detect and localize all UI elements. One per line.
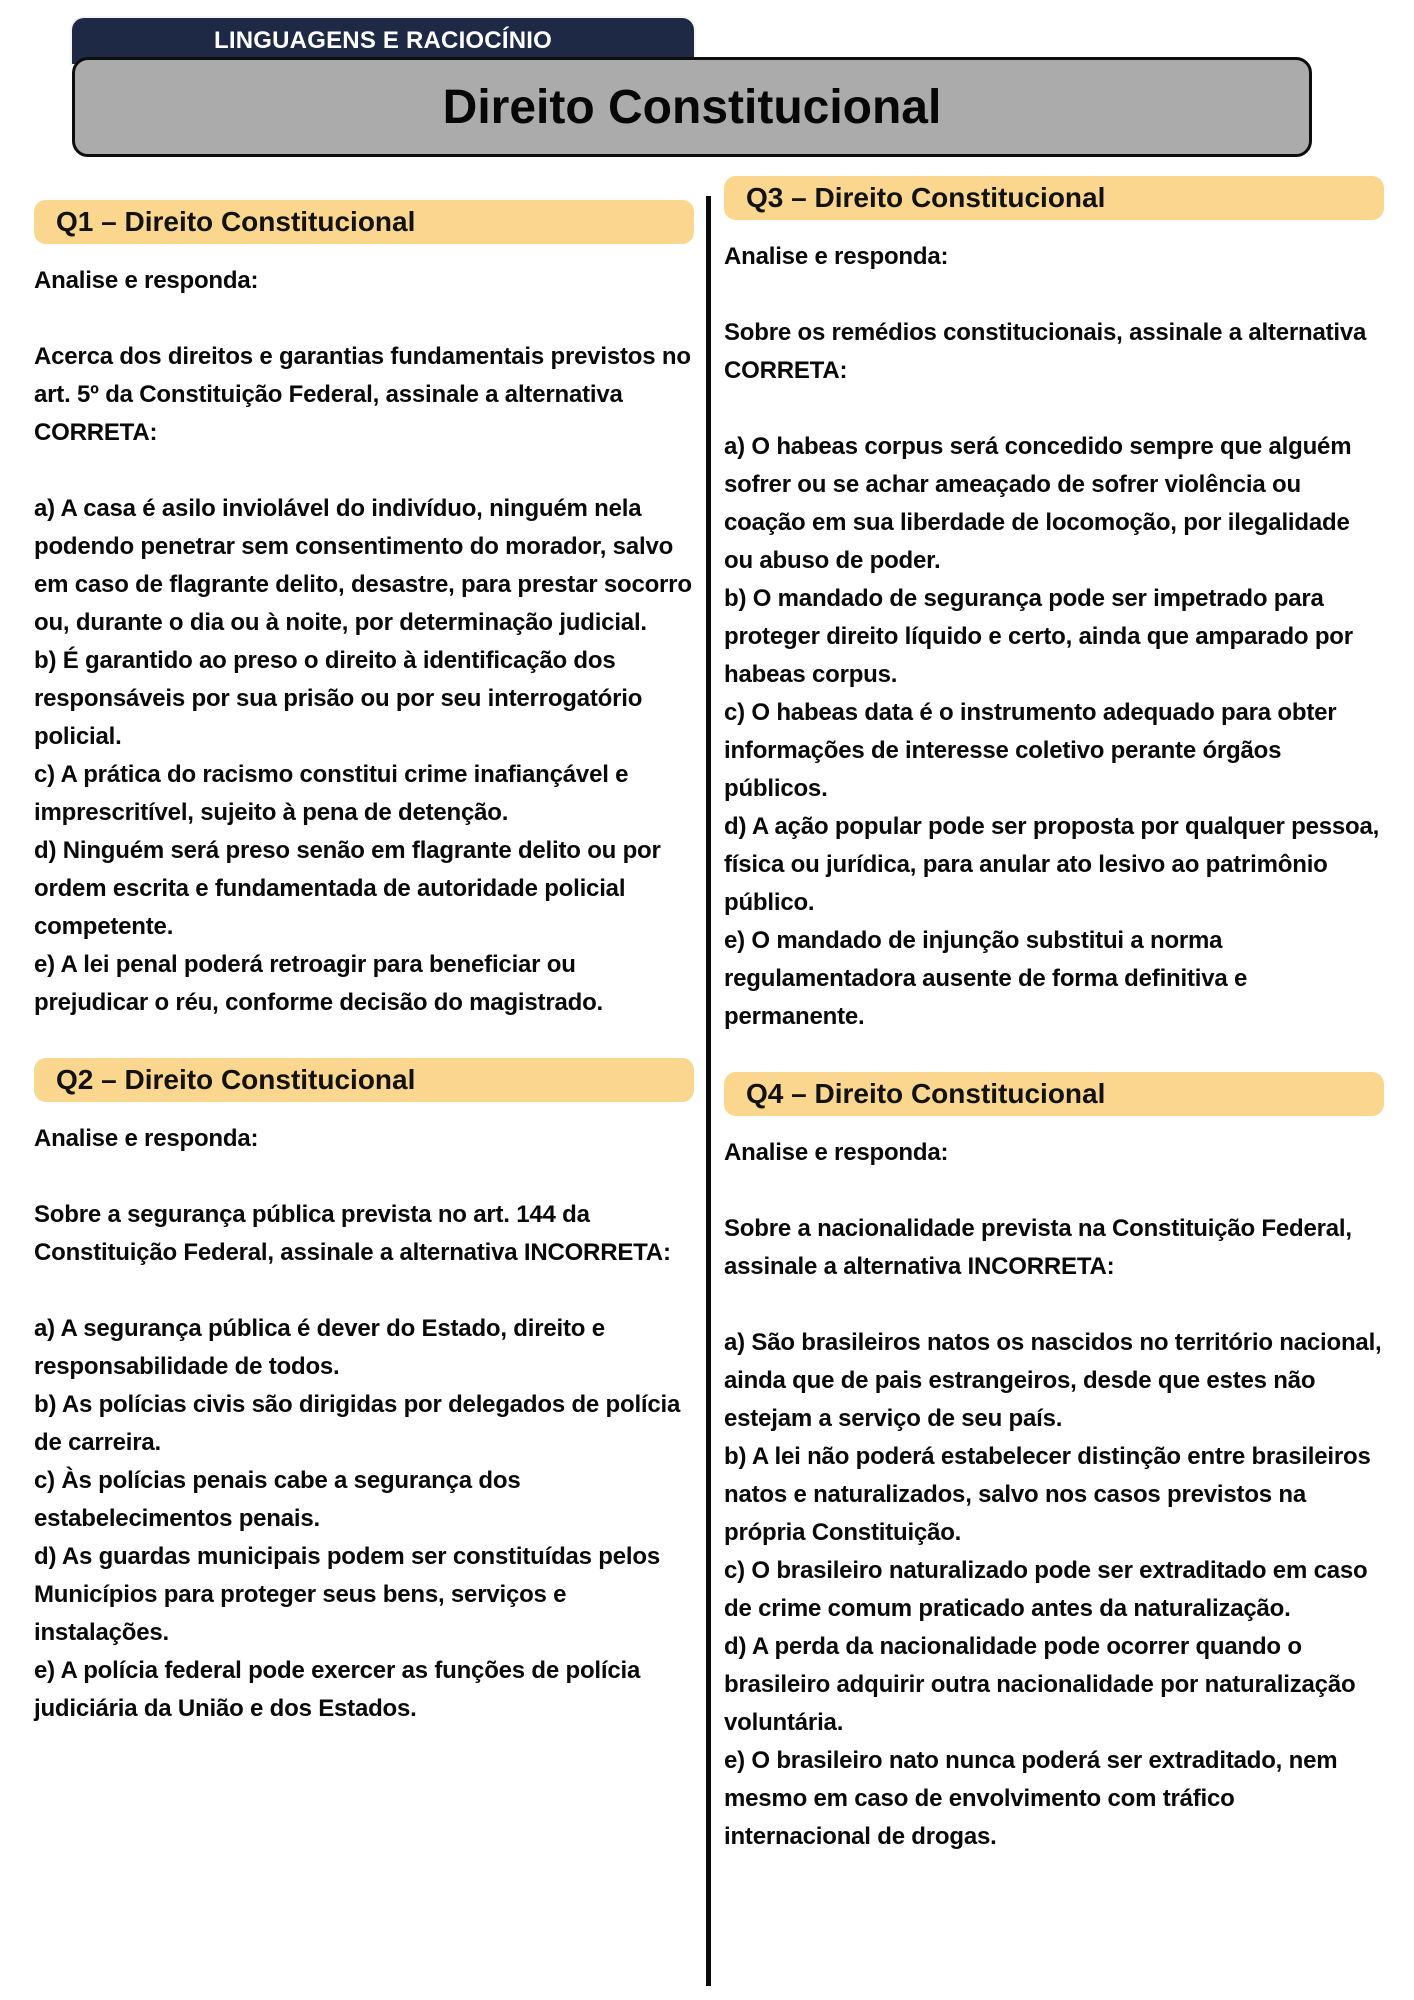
- question-1-option-c: c) A prática do racismo constitui crime inafiançável e imprescritível, sujeito à pena de detenção.: [34, 761, 629, 826]
- question-3-statement: Sobre os remédios constitucionais, assinale a alternativa CORRETA:: [724, 319, 1367, 384]
- page-title: Direito Constitucional: [442, 80, 942, 134]
- question-3-option-d: d) A ação popular pode ser proposta por qualquer pessoa, física ou jurídica, para anular ato lesivo ao patrimônio público.: [724, 813, 1380, 916]
- question-2-statement: Sobre a segurança pública prevista no art. 144 da Constituição Federal, assinale a alternativa INCORRETA:: [34, 1201, 671, 1266]
- question-1-option-a: a) A casa é asilo inviolável do indivíduo, ninguém nela podendo penetrar sem consentimento do morador, salvo em caso de flagrante delito, desastre, para prestar socorro ou, durante o dia ou à noite, por determinação judicial.: [34, 495, 692, 636]
- question-3-option-c: c) O habeas data é o instrumento adequado para obter informações de interesse coletivo perante órgãos públicos.: [724, 699, 1337, 802]
- question-1: [34, 200, 694, 1022]
- question-4-option-a: a) São brasileiros natos os nascidos no território nacional, ainda que de pais estrangeiros, desde que estes não estejam a serviço de seu país.: [724, 1329, 1382, 1432]
- question-4-intro: Analise e responda:: [724, 1139, 949, 1166]
- question-3-option-b: b) O mandado de segurança pode ser impetrado para proteger direito líquido e certo, ainda que amparado por habeas corpus.: [724, 585, 1353, 688]
- question-4-option-d: d) A perda da nacionalidade pode ocorrer quando o brasileiro adquirir outra nacionalidade por naturalização voluntária.: [724, 1633, 1356, 1736]
- question-4-option-e: e) O brasileiro nato nunca poderá ser extraditado, nem mesmo em caso de envolvimento com tráfico internacional de drogas.: [724, 1747, 1338, 1850]
- question-3-header: Q3 – Direito Constitucional: [724, 176, 1384, 220]
- category-tab-label: LINGUAGENS E RACIOCÍNIO: [214, 27, 552, 54]
- question-2: [34, 1058, 694, 1728]
- question-1-body: [34, 262, 694, 1022]
- question-1-statement: Acerca dos direitos e garantias fundamentais previstos no art. 5º da Constituição Federal, assinale a alternativa CORRETA:: [34, 343, 691, 446]
- question-2-option-b: b) As polícias civis são dirigidas por delegados de polícia de carreira.: [34, 1391, 681, 1456]
- question-2-header: Q2 – Direito Constitucional: [34, 1058, 694, 1102]
- question-1-intro: Analise e responda:: [34, 267, 259, 294]
- column-divider: [706, 196, 711, 1986]
- question-3-intro: Analise e responda:: [724, 243, 949, 270]
- question-4-body: [724, 1134, 1384, 1856]
- question-2-option-d: d) As guardas municipais podem ser constituídas pelos Municípios para proteger seus bens, serviços e instalações.: [34, 1543, 660, 1646]
- question-4-statement: Sobre a nacionalidade prevista na Constituição Federal, assinale a alternativa INCORRETA:: [724, 1215, 1352, 1280]
- left-column: [34, 200, 694, 1728]
- question-3: [724, 176, 1384, 1036]
- question-3-body: [724, 238, 1384, 1036]
- question-1-option-b: b) É garantido ao preso o direito à identificação dos responsáveis por sua prisão ou por seu interrogatório policial.: [34, 647, 643, 750]
- question-1-header: Q1 – Direito Constitucional: [34, 200, 694, 244]
- question-4-option-b: b) A lei não poderá estabelecer distinção entre brasileiros natos e naturalizados, salvo nos casos previstos na própria Constituição.: [724, 1443, 1371, 1546]
- question-4: [724, 1072, 1384, 1856]
- question-4-option-c: c) O brasileiro naturalizado pode ser extraditado em caso de crime comum praticado antes da naturalização.: [724, 1557, 1368, 1622]
- question-2-option-e: e) A polícia federal pode exercer as funções de polícia judiciária da União e dos Estados.: [34, 1657, 641, 1722]
- question-2-intro: Analise e responda:: [34, 1125, 259, 1152]
- question-2-body: [34, 1120, 694, 1728]
- question-3-option-e: e) O mandado de injunção substitui a norma regulamentadora ausente de forma definitiva e permanente.: [724, 927, 1248, 1030]
- title-box: [72, 57, 1312, 157]
- question-2-option-c: c) Às polícias penais cabe a segurança dos estabelecimentos penais.: [34, 1467, 521, 1532]
- right-column: [724, 176, 1384, 1856]
- question-1-option-e: e) A lei penal poderá retroagir para beneficiar ou prejudicar o réu, conforme decisão do magistrado.: [34, 951, 604, 1016]
- question-2-option-a: a) A segurança pública é dever do Estado, direito e responsabilidade de todos.: [34, 1315, 605, 1380]
- question-4-header: Q4 – Direito Constitucional: [724, 1072, 1384, 1116]
- question-3-option-a: a) O habeas corpus será concedido sempre que alguém sofrer ou se achar ameaçado de sofrer violência ou coação em sua liberdade de locomoção, por ilegalidade ou abuso de poder.: [724, 433, 1352, 574]
- question-1-option-d: d) Ninguém será preso senão em flagrante delito ou por ordem escrita e fundamentada de autoridade policial competente.: [34, 837, 661, 940]
